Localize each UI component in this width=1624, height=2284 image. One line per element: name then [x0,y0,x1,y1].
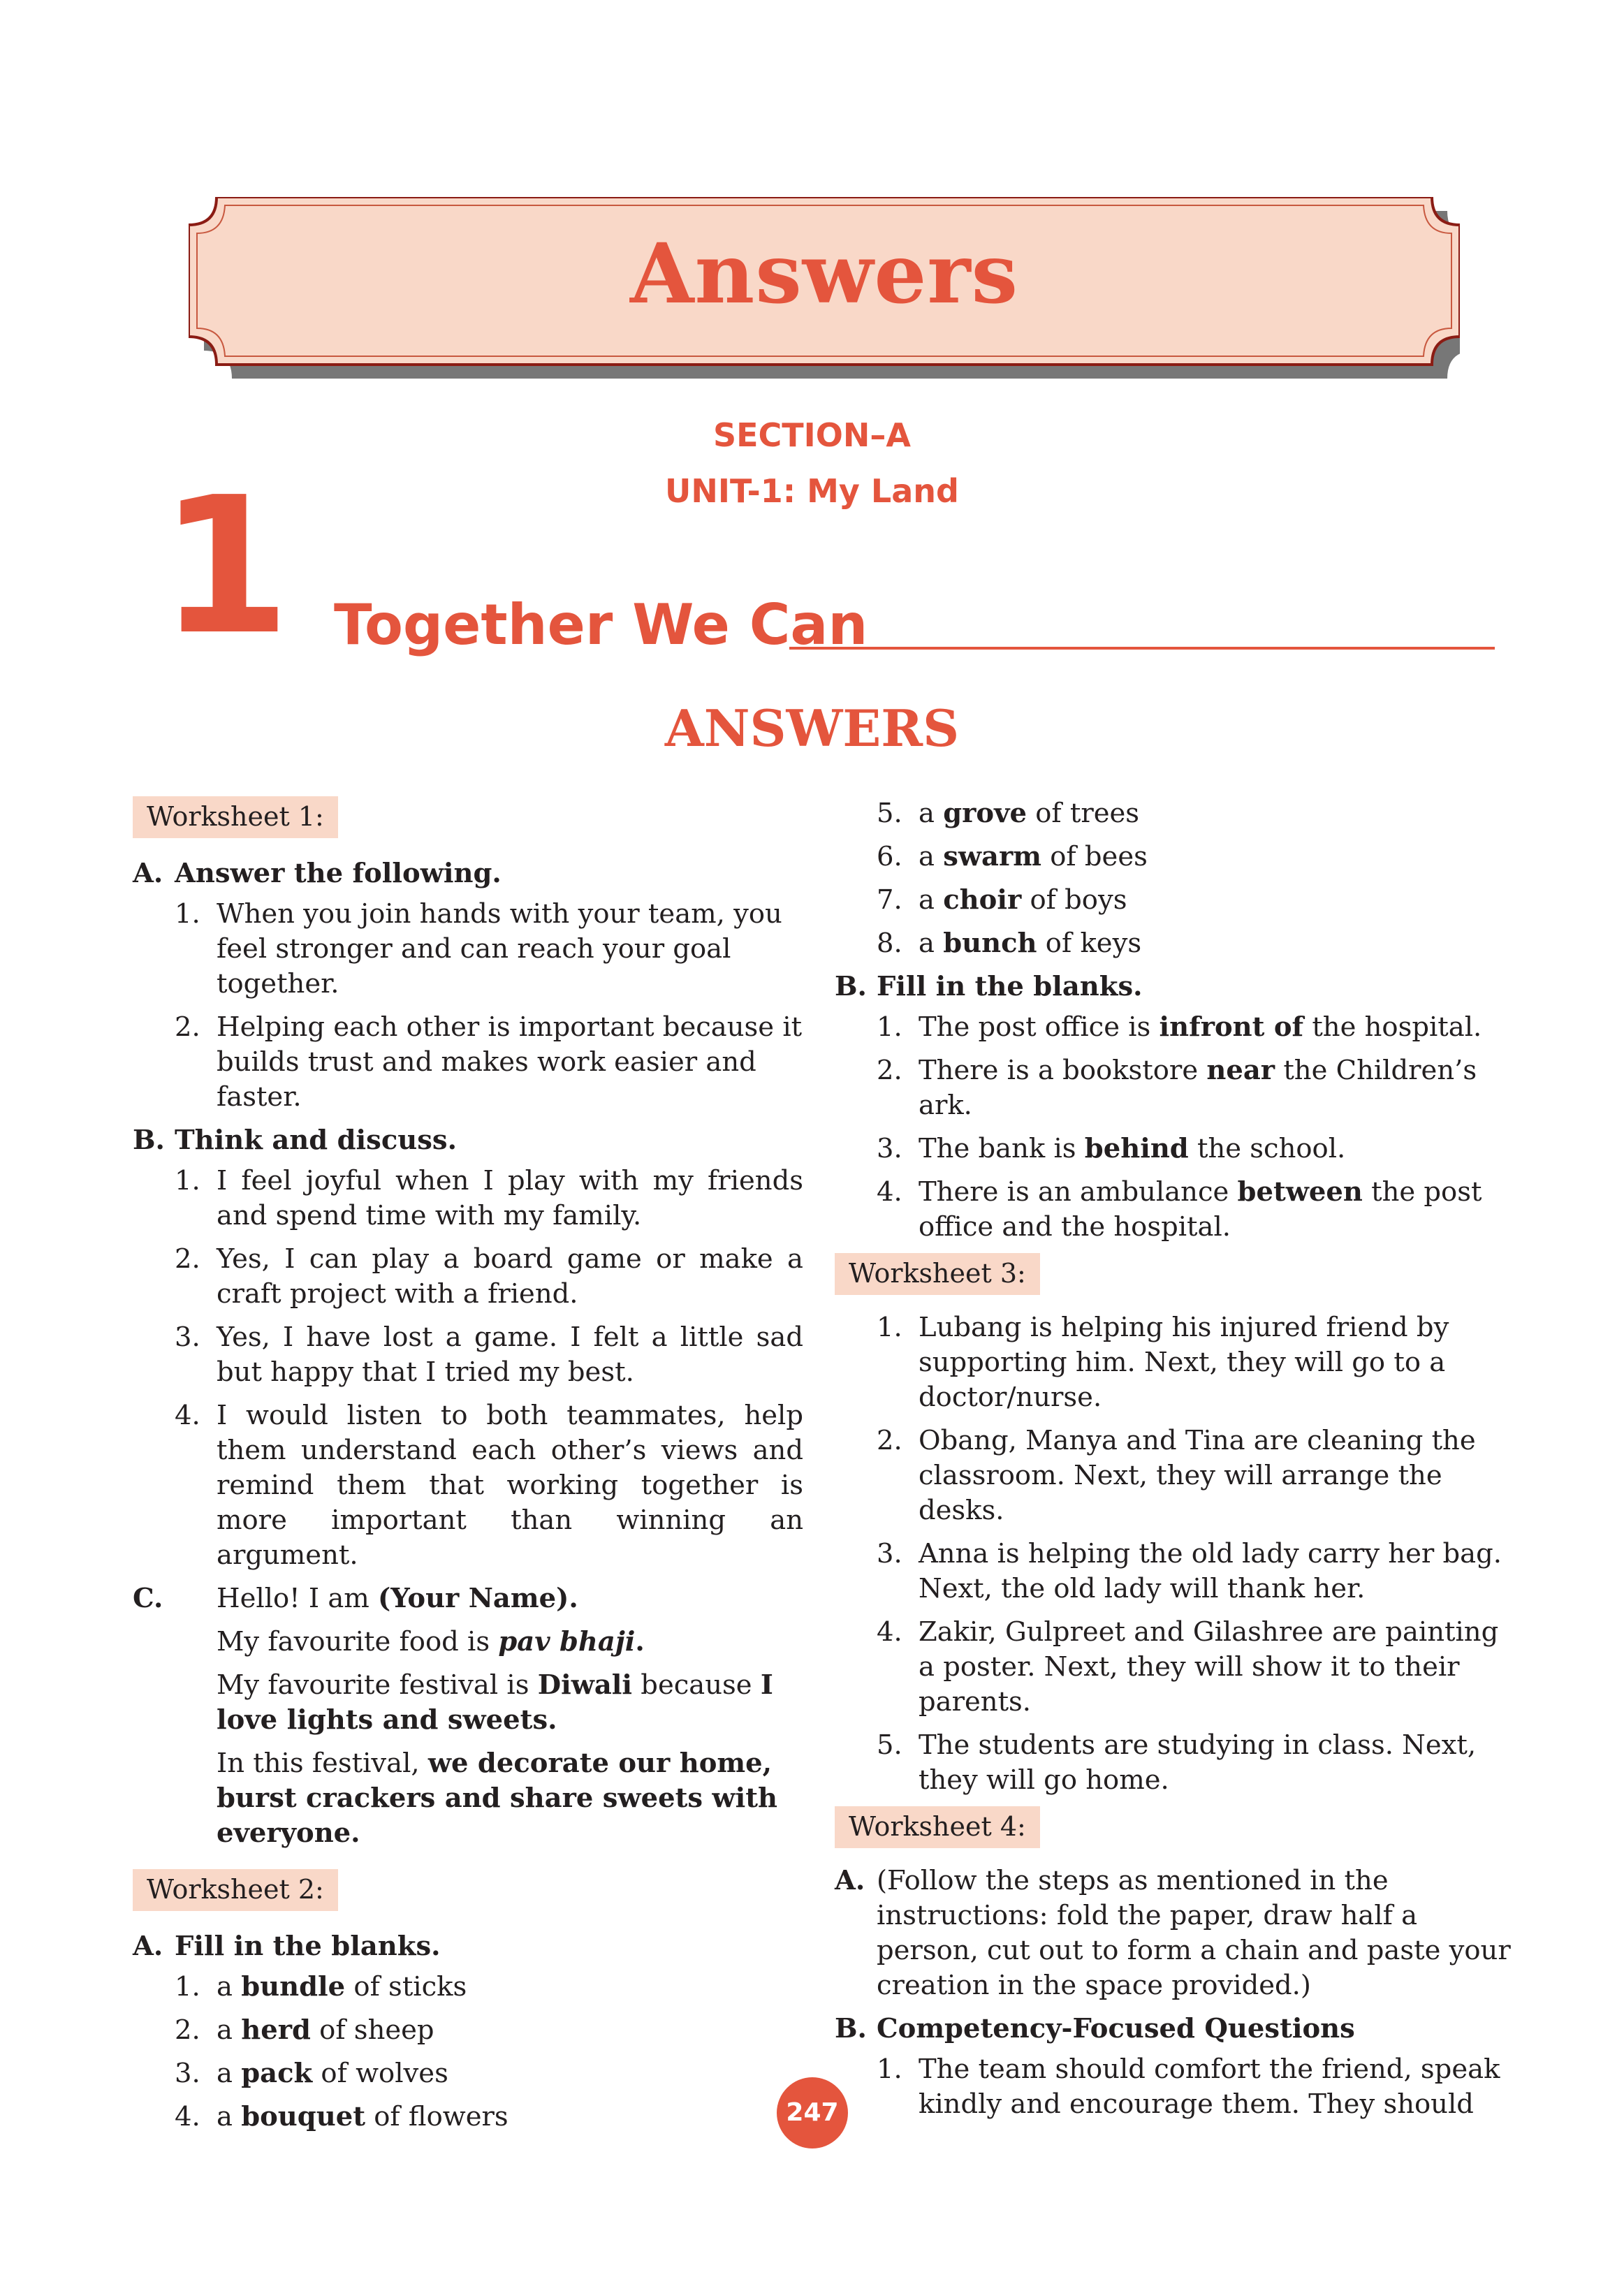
list-item [877,1537,1519,1606]
list-item [175,1398,803,1573]
ws4-section-a [835,1864,1519,2003]
ws1-a-title: Answer the following. [175,858,502,889]
list-item [175,1320,803,1390]
ws1-b-letter: B. [133,1125,165,1156]
ws2-b-list [835,1010,1519,1245]
ws4-b-title: Competency-Focused Questions [877,2013,1355,2044]
item-text: Yes, I have lost a game. I felt a little sad but happy that I tried my best. [217,1322,803,1388]
unit-label: UNIT-1: My Land [665,472,959,510]
ws1-b-list [133,1164,803,1573]
answers-banner [189,197,1460,379]
text: of sheep [310,2014,434,2046]
item-number: 3. [877,1133,902,1164]
worksheet-1-tag: Worksheet 1: [133,796,338,838]
bold-text: choir [943,884,1022,916]
list-item [877,1175,1519,1245]
list-item [175,1010,803,1115]
item-number: 2. [877,1425,902,1456]
c-line-1 [217,1581,803,1616]
list-item [877,840,1519,874]
text: a [217,1971,242,2003]
item-number: 4. [175,1400,200,1431]
page-number-badge: 247 [777,2077,848,2148]
item-text: Helping each other is important because it builds trust and makes work easier and faster. [217,1011,803,1113]
worksheet-4-tag: Worksheet 4: [835,1806,1040,1848]
bold-italic-text: pav bhaji [498,1626,636,1657]
bold-text: I love lights and sweets. [217,1669,773,1736]
item-text: Zakir, Gulpreet and Gilashree are painting a poster. Next, they will show it to their parents. [919,1616,1499,1718]
item-number: 2. [175,1243,200,1275]
list-item [175,1970,803,2005]
list-item [877,1615,1519,1720]
item-number: 2. [877,1055,902,1086]
item-number: 5. [877,1729,902,1761]
text: a [919,884,944,916]
ws4-a-text: (Follow the steps as mentioned in the instructions: fold the paper, draw half a person, cut out to form a chain and paste your creation in the space provided.) [877,1865,1511,2001]
worksheet-3-tag: Worksheet 3: [835,1253,1040,1295]
text: because [632,1669,761,1701]
list-item [175,2100,803,2135]
list-item [877,1053,1519,1123]
chapter-number: 1 [159,456,291,676]
right-column [835,796,1519,2130]
bold-text: near [1206,1055,1275,1086]
item-text: Obang, Manya and Tina are cleaning the classroom. Next, they will arrange the desks. [919,1425,1476,1526]
text: of bees [1041,841,1148,872]
text: a [919,841,944,872]
ws1-section-c [133,1581,803,1859]
banner-title: Answers [629,225,1019,322]
left-column [133,796,803,2143]
text: a [217,2101,242,2132]
list-item [877,1310,1519,1415]
list-item [175,1242,803,1312]
text: In this festival, [217,1748,428,1779]
list-item [877,1010,1519,1045]
ws1-section-b-heading [133,1123,803,1158]
list-item [877,796,1519,831]
bold-text: between [1237,1176,1363,1208]
bold-text: Diwali [537,1669,633,1701]
text: There is an ambulance [919,1176,1238,1208]
text: a [217,2058,242,2089]
text: of sticks [345,1971,467,2003]
item-number: 3. [175,2058,200,2089]
text: My favourite food is [217,1626,499,1657]
list-item [877,2052,1519,2122]
text: of boys [1021,884,1127,916]
ws2-a-list-right [835,796,1519,961]
item-text: Anna is helping the old lady carry her bag. Next, the old lady will thank her. [919,1538,1502,1604]
bold-text: herd [241,2014,311,2046]
list-item [175,897,803,1002]
text: the school. [1188,1133,1346,1164]
item-text: The team should comfort the friend, speak kindly and encourage them. They should [919,2054,1500,2120]
bold-text: we decorate our home, burst crackers and share sweets with everyone. [217,1748,777,1849]
list-item [175,2013,803,2048]
bold-text: (Your Name). [378,1583,578,1614]
item-number: 1. [877,1011,902,1043]
text: The bank is [919,1133,1085,1164]
c-line-4 [217,1746,803,1851]
ws1-b-title: Think and discuss. [175,1125,458,1156]
ws4-a-letter: A. [835,1865,865,1896]
text: Hello! I am [217,1583,379,1614]
text: a [217,2014,242,2046]
ws1-c-letter: C. [133,1583,163,1614]
bold-text: bundle [241,1971,346,2003]
item-number: 7. [877,884,902,916]
ws1-section-a-heading [133,856,803,891]
ws4-b-list [835,2052,1519,2122]
bold-text: bunch [943,928,1037,959]
text: the Children’s ark. [919,1055,1477,1121]
ws3-list [835,1310,1519,1798]
item-text: The students are studying in class. Next, they will go home. [919,1729,1477,1796]
ws2-a-title: Fill in the blanks. [175,1931,441,1962]
bold-text: . [635,1626,645,1657]
item-number: 3. [877,1538,902,1569]
section-label: SECTION–A [712,416,911,454]
ws2-a-list-left [133,1970,803,2135]
item-number: 4. [877,1176,902,1208]
text: of wolves [312,2058,448,2089]
item-number: 8. [877,928,902,959]
ws1-a-list [133,897,803,1115]
item-number: 1. [175,898,200,930]
bold-text: bouquet [241,2101,365,2132]
ws2-b-title: Fill in the blanks. [877,971,1143,1002]
ws2-a-letter: A. [133,1931,163,1962]
c-line-2 [217,1625,803,1660]
list-item [175,1164,803,1233]
ws4-section-b-heading [835,2012,1519,2047]
ws2-section-b-heading [835,969,1519,1004]
item-number: 1. [175,1971,200,2003]
ws2-b-letter: B. [835,971,867,1002]
answers-heading: ANSWERS [664,698,960,758]
item-number: 3. [175,1322,200,1353]
bold-text: grove [943,798,1027,829]
item-number: 1. [175,1165,200,1196]
text: of flowers [365,2101,509,2132]
item-text: I would listen to both teammates, help them understand each other’s views and remind them that working together is more important than winning an argument. [217,1400,803,1571]
item-text: Yes, I can play a board game or make a craft project with a friend. [217,1243,803,1310]
text: a [919,798,944,829]
ws1-a-letter: A. [133,858,163,889]
list-item [175,2056,803,2091]
text: the post office and the hospital. [919,1176,1482,1243]
list-item [877,1728,1519,1798]
ws1-c-text [217,1581,803,1859]
item-number: 2. [175,2014,200,2046]
list-item [877,926,1519,961]
ws2-section-a-heading [133,1929,803,1964]
item-number: 5. [877,798,902,829]
text: The post office is [919,1011,1160,1043]
list-item [877,1423,1519,1528]
ws4-b-letter: B. [835,2013,867,2044]
item-number: 1. [877,2054,902,2085]
item-text: I feel joyful when I play with my friends and spend time with my family. [217,1165,803,1231]
text: a [919,928,944,959]
text: the hospital. [1303,1011,1482,1043]
item-number: 2. [175,1011,200,1043]
text: My favourite festival is [217,1669,538,1701]
text: There is a bookstore [919,1055,1207,1086]
item-number: 4. [175,2101,200,2132]
chapter-title: Together We Can [334,592,868,657]
item-number: 6. [877,841,902,872]
item-number: 1. [877,1312,902,1343]
chapter-title-rule [789,647,1495,650]
bold-text: pack [241,2058,313,2089]
text: of trees [1026,798,1140,829]
bold-text: infront of [1159,1011,1304,1043]
item-text: Lubang is helping his injured friend by supporting him. Next, they will go to a doctor/nurse. [919,1312,1449,1413]
bold-text: swarm [943,841,1041,872]
c-line-3 [217,1668,803,1738]
list-item [877,883,1519,918]
text: of keys [1037,928,1142,959]
item-number: 4. [877,1616,902,1648]
item-text: When you join hands with your team, you feel stronger and can reach your goal together. [217,898,782,1000]
list-item [877,1132,1519,1166]
bold-text: behind [1084,1133,1189,1164]
worksheet-2-tag: Worksheet 2: [133,1869,338,1911]
